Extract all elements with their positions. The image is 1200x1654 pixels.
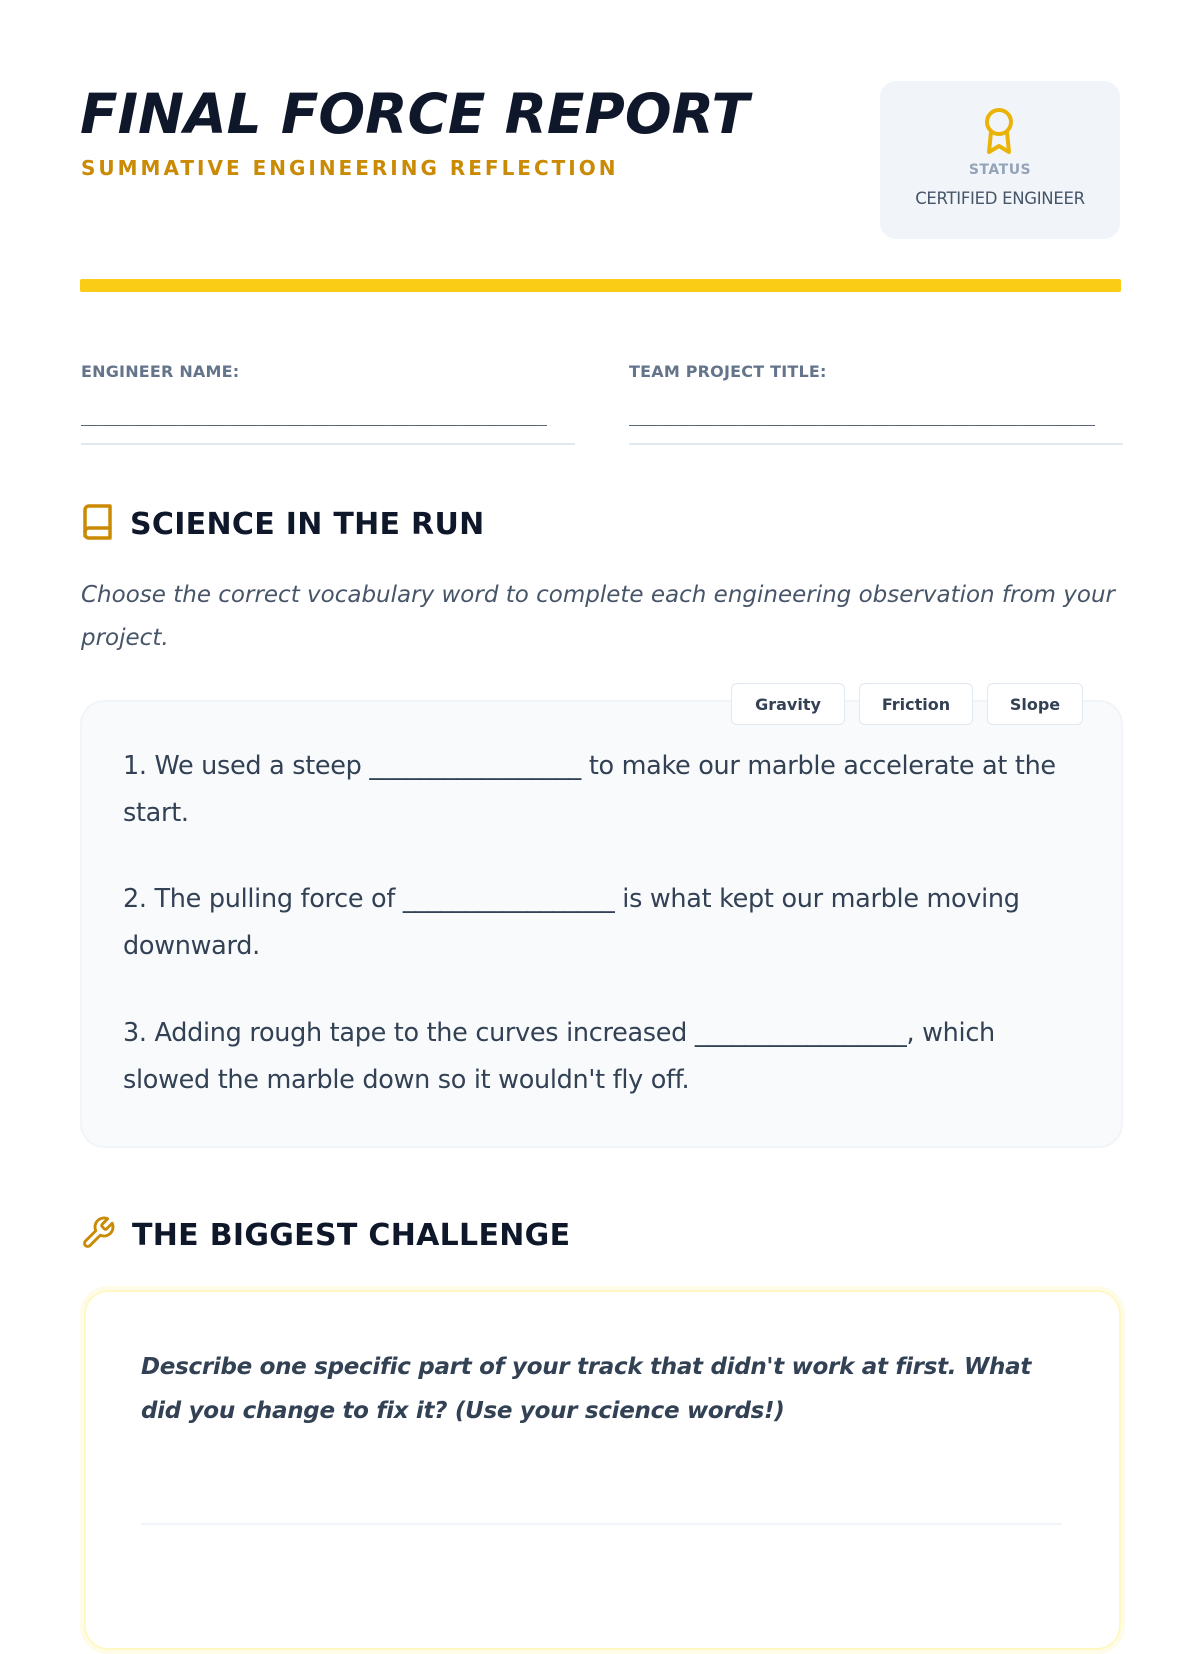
section-header-challenge [80, 1213, 570, 1257]
book-icon [80, 502, 130, 547]
section-title: THE BIGGEST CHALLENGE [132, 1217, 571, 1253]
word-chip-friction[interactable]: Friction [859, 683, 973, 725]
team-project-title-underline [629, 443, 1123, 445]
question-item[interactable]: 2. The pulling force of _________________ is what kept our marble moving downward. [123, 884, 1020, 961]
status-value: CERTIFIED ENGINEER [915, 189, 1085, 208]
header-divider [80, 279, 1121, 292]
page-subtitle: SUMMATIVE ENGINEERING REFLECTION [81, 156, 619, 180]
page-title: FINAL FORCE REPORT [80, 82, 749, 146]
engineer-name-underline [81, 443, 575, 445]
question-item[interactable]: 3. Adding rough tape to the curves increased _________________, which slowed the marble down so it wouldn't fly off. [123, 1018, 995, 1095]
challenge-prompt: Describe one specific part of your track that didn't work at first. What did you change to fix it? (Use your science words!) [141, 1354, 1032, 1424]
word-chip-slope[interactable]: Slope [987, 683, 1083, 725]
engineer-name-label: ENGINEER NAME: [81, 362, 240, 381]
team-project-title-field[interactable]: ________________________________________ [629, 402, 1095, 426]
challenge-card [80, 1286, 1125, 1654]
section-instructions: Choose the correct vocabulary word to complete each engineering observation from your project. [81, 582, 1115, 651]
word-bank [731, 683, 1083, 725]
wrench-icon [80, 1215, 132, 1256]
status-label: STATUS [968, 162, 1032, 178]
team-project-title-label: TEAM PROJECT TITLE: [629, 362, 827, 381]
answer-line[interactable] [141, 1523, 1062, 1525]
engineer-name-field[interactable]: ________________________________________ [81, 402, 547, 426]
question-item[interactable]: 1. We used a steep _________________ to make our marble accelerate at the start. [123, 751, 1056, 828]
status-badge [880, 81, 1120, 239]
section-title: SCIENCE IN THE RUN [130, 506, 485, 542]
award-icon [981, 106, 1017, 163]
section-header-science [80, 502, 485, 546]
word-chip-gravity[interactable]: Gravity [731, 683, 845, 725]
